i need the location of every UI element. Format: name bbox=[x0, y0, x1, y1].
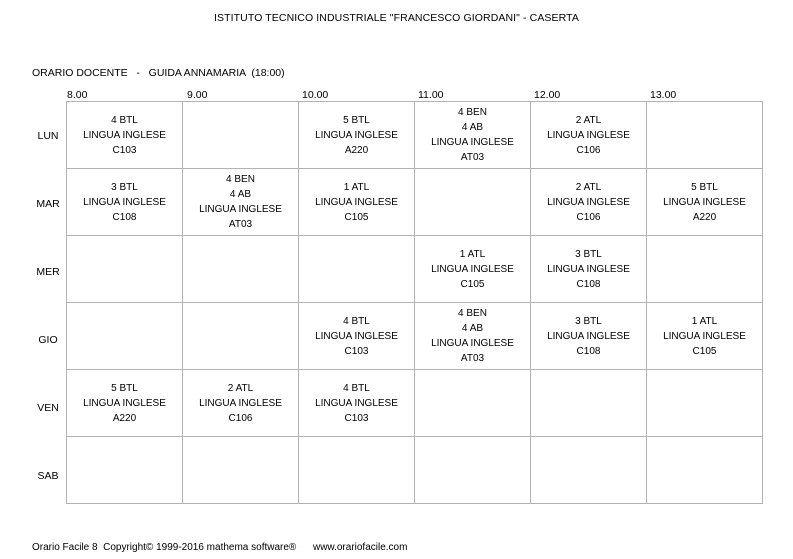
empty-cell bbox=[647, 102, 763, 169]
lesson-text-line: 4 AB bbox=[229, 189, 252, 200]
empty-cell bbox=[531, 437, 647, 504]
lesson-text-line: C103 bbox=[344, 345, 369, 357]
lesson-text-line: 1 ATL bbox=[343, 181, 370, 193]
lesson-cell bbox=[299, 370, 415, 437]
footer-copyright: Orario Facile 8 Copyright© 1999-2016 mathema software® www.orariofacile.com bbox=[32, 542, 408, 553]
lesson-text-line: 4 BTL bbox=[111, 114, 138, 126]
lesson-text-line: 4 AB bbox=[461, 323, 484, 334]
lesson-text-line: 2 ATL bbox=[575, 114, 602, 126]
lesson-text-line: 4 AB bbox=[461, 122, 484, 133]
lesson-text-line: 4 BEN bbox=[458, 308, 487, 319]
hour-label-10: 10.00 bbox=[302, 89, 329, 101]
lesson-text-line: 5 BTL bbox=[111, 382, 138, 394]
lesson-cell bbox=[647, 169, 763, 236]
empty-cell bbox=[299, 236, 415, 303]
lesson-text-line: LINGUA INGLESE bbox=[315, 196, 398, 208]
lesson-text-line: 4 BTL bbox=[343, 382, 370, 394]
day-label-ven: VEN bbox=[37, 402, 59, 414]
schedule-row-lun bbox=[67, 102, 763, 169]
lesson-cell bbox=[415, 303, 531, 370]
page-title: ISTITUTO TECNICO INDUSTRIALE "FRANCESCO GIORDANI" - CASERTA bbox=[214, 12, 579, 24]
lesson-text-line: LINGUA INGLESE bbox=[547, 263, 630, 275]
lesson-text-line: C105 bbox=[692, 345, 717, 357]
empty-cell bbox=[531, 370, 647, 437]
lesson-text-line: LINGUA INGLESE bbox=[547, 330, 630, 342]
lesson-text-line: C103 bbox=[112, 144, 137, 156]
lesson-text-line: A220 bbox=[344, 144, 369, 156]
empty-cell bbox=[415, 437, 531, 504]
empty-cell bbox=[299, 437, 415, 504]
empty-cell bbox=[67, 303, 183, 370]
empty-cell bbox=[183, 437, 299, 504]
lesson-text-line: C105 bbox=[344, 211, 369, 223]
empty-cell bbox=[415, 370, 531, 437]
day-label-lun: LUN bbox=[37, 130, 59, 142]
schedule-row-gio bbox=[67, 303, 763, 370]
lesson-text-line: C105 bbox=[460, 278, 485, 290]
lesson-text-line: AT03 bbox=[460, 353, 485, 364]
schedule-row-sab bbox=[67, 437, 763, 504]
lesson-cell bbox=[531, 236, 647, 303]
lesson-text-line: LINGUA INGLESE bbox=[663, 330, 746, 342]
lesson-cell bbox=[415, 236, 531, 303]
lesson-text-line: 4 BEN bbox=[458, 107, 487, 118]
lesson-text-line: 3 BTL bbox=[575, 315, 602, 327]
lesson-text-line: C103 bbox=[344, 412, 369, 424]
lesson-text-line: LINGUA INGLESE bbox=[315, 397, 398, 409]
hour-label-9: 9.00 bbox=[187, 89, 208, 101]
schedule-row-mar bbox=[67, 169, 763, 236]
lesson-text-line: C108 bbox=[112, 211, 137, 223]
lesson-text-line: LINGUA INGLESE bbox=[663, 196, 746, 208]
lesson-cell bbox=[299, 303, 415, 370]
empty-cell bbox=[647, 437, 763, 504]
lesson-text-line: A220 bbox=[112, 412, 137, 424]
empty-cell bbox=[67, 437, 183, 504]
lesson-text-line: LINGUA INGLESE bbox=[83, 129, 166, 141]
lesson-text-line: LINGUA INGLESE bbox=[83, 397, 166, 409]
lesson-text-line: AT03 bbox=[460, 152, 485, 163]
lesson-cell bbox=[647, 303, 763, 370]
day-label-mer: MER bbox=[36, 266, 60, 278]
lesson-text-line: 5 BTL bbox=[691, 181, 718, 193]
lesson-text-line: LINGUA INGLESE bbox=[431, 263, 514, 275]
lesson-text-line: C108 bbox=[576, 345, 601, 357]
lesson-text-line: LINGUA INGLESE bbox=[547, 129, 630, 141]
lesson-cell bbox=[299, 169, 415, 236]
lesson-text-line: C106 bbox=[576, 144, 601, 156]
day-label-mar: MAR bbox=[36, 198, 60, 210]
lesson-text-line: 3 BTL bbox=[111, 181, 138, 193]
lesson-cell bbox=[183, 370, 299, 437]
lesson-text-line: 5 BTL bbox=[343, 114, 370, 126]
lesson-text-line: 4 BEN bbox=[226, 174, 255, 185]
lesson-text-line: 2 ATL bbox=[575, 181, 602, 193]
lesson-text-line: LINGUA INGLESE bbox=[315, 129, 398, 141]
hour-label-8: 8.00 bbox=[67, 89, 88, 101]
empty-cell bbox=[647, 370, 763, 437]
schedule-row-mer bbox=[67, 236, 763, 303]
teacher-schedule-label: ORARIO DOCENTE - GUIDA ANNAMARIA (18:00) bbox=[32, 67, 285, 79]
day-label-sab: SAB bbox=[37, 470, 59, 482]
lesson-cell bbox=[531, 102, 647, 169]
hour-label-12: 12.00 bbox=[534, 89, 561, 101]
lesson-text-line: LINGUA INGLESE bbox=[315, 330, 398, 342]
lesson-text-line: AT03 bbox=[228, 219, 253, 230]
lesson-cell bbox=[183, 169, 299, 236]
lesson-text-line: LINGUA INGLESE bbox=[199, 204, 282, 215]
lesson-text-line: 4 BTL bbox=[343, 315, 370, 327]
lesson-cell bbox=[67, 102, 183, 169]
day-label-gio: GIO bbox=[38, 334, 58, 346]
lesson-cell bbox=[67, 169, 183, 236]
empty-cell bbox=[183, 303, 299, 370]
hour-label-11: 11.00 bbox=[418, 89, 444, 101]
empty-cell bbox=[415, 169, 531, 236]
lesson-text-line: 1 ATL bbox=[459, 248, 486, 260]
lesson-text-line: LINGUA INGLESE bbox=[547, 196, 630, 208]
empty-cell bbox=[67, 236, 183, 303]
lesson-text-line: 1 ATL bbox=[691, 315, 718, 327]
lesson-cell bbox=[415, 102, 531, 169]
lesson-cell bbox=[531, 303, 647, 370]
lesson-text-line: A220 bbox=[692, 211, 717, 223]
lesson-text-line: 2 ATL bbox=[227, 382, 254, 394]
lesson-text-line: LINGUA INGLESE bbox=[431, 338, 514, 349]
lesson-text-line: LINGUA INGLESE bbox=[83, 196, 166, 208]
lesson-text-line: 3 BTL bbox=[575, 248, 602, 260]
lesson-text-line: LINGUA INGLESE bbox=[431, 137, 514, 148]
lesson-text-line: C106 bbox=[228, 412, 253, 424]
schedule-grid bbox=[66, 101, 763, 504]
empty-cell bbox=[183, 236, 299, 303]
lesson-cell bbox=[531, 169, 647, 236]
hour-label-13: 13.00 bbox=[650, 89, 677, 101]
lesson-cell bbox=[67, 370, 183, 437]
schedule-row-ven bbox=[67, 370, 763, 437]
empty-cell bbox=[647, 236, 763, 303]
empty-cell bbox=[183, 102, 299, 169]
lesson-text-line: LINGUA INGLESE bbox=[199, 397, 282, 409]
lesson-text-line: C106 bbox=[576, 211, 601, 223]
lesson-text-line: C108 bbox=[576, 278, 601, 290]
lesson-cell bbox=[299, 102, 415, 169]
